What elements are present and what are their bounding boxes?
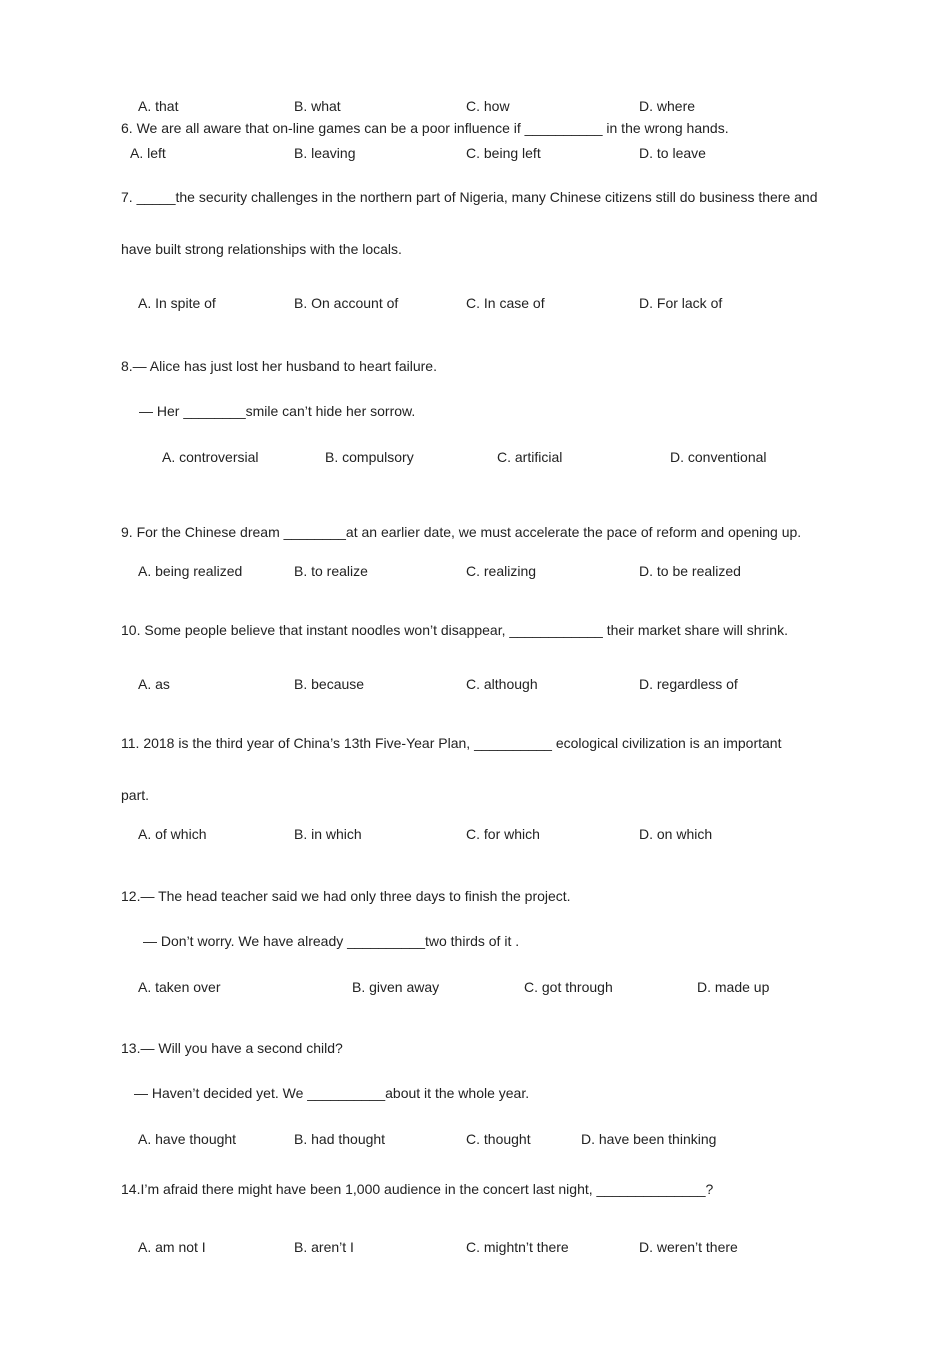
q13-option-d: D. have been thinking [581,1131,717,1147]
q11-option-c: C. for which [466,826,540,842]
q14-stem: 14.I’m afraid there might have been 1,000 audience in the concert last night, ______________? [121,1181,714,1197]
q6-option-a: A. left [130,145,166,161]
q6-option-b: B. leaving [294,145,356,161]
q8-option-c: C. artificial [497,449,563,465]
q7-stem-line2: have built strong relationships with the locals. [121,241,402,257]
q7-option-c: C. In case of [466,295,545,311]
q13-line2: — Haven’t decided yet. We __________about it the whole year. [134,1085,530,1101]
q10-option-a: A. as [138,676,170,692]
q12-option-d: D. made up [697,979,770,995]
q14-option-d: D. weren’t there [639,1239,738,1255]
q8-option-a: A. controversial [162,449,259,465]
q6-option-c: C. being left [466,145,541,161]
q5-option-d: D. where [639,98,696,114]
q9-option-d: D. to be realized [639,563,741,579]
q13-line1: 13.— Will you have a second child? [121,1040,343,1056]
q5-option-a: A. that [138,98,179,114]
q14-option-b: B. aren’t I [294,1239,354,1255]
q14-option-a: A. am not I [138,1239,206,1255]
q6-stem: 6. We are all aware that on-line games can be a poor influence if __________ in the wrong hands. [121,120,729,136]
q5-option-c: C. how [466,98,510,114]
q12-option-a: A. taken over [138,979,221,995]
q10-option-c: C. although [466,676,538,692]
q11-stem-line1: 11. 2018 is the third year of China’s 13th Five-Year Plan, __________ ecological civilization is an important [121,735,782,751]
q7-option-b: B. On account of [294,295,399,311]
q8-option-d: D. conventional [670,449,767,465]
q8-line2: — Her ________smile can’t hide her sorrow. [139,403,416,419]
q13-option-a: A. have thought [138,1131,237,1147]
q11-stem-line2: part. [121,787,150,803]
q10-option-d: D. regardless of [639,676,738,692]
q11-option-b: B. in which [294,826,362,842]
q14-option-c: C. mightn’t there [466,1239,569,1255]
q6-option-d: D. to leave [639,145,706,161]
q12-line1: 12.— The head teacher said we had only three days to finish the project. [121,888,571,904]
q10-stem: 10. Some people believe that instant noodles won’t disappear, ____________ their market share will shrink. [121,622,788,638]
q8-option-b: B. compulsory [325,449,414,465]
q12-option-c: C. got through [524,979,613,995]
q7-stem-line1: 7. _____the security challenges in the northern part of Nigeria, many Chinese citizens still do business there and [121,189,818,205]
q9-option-a: A. being realized [138,563,243,579]
q10-option-b: B. because [294,676,365,692]
q11-option-a: A. of which [138,826,207,842]
q12-line2: — Don’t worry. We have already __________two thirds of it . [143,933,520,949]
q9-stem: 9. For the Chinese dream ________at an earlier date, we must accelerate the pace of reform and opening up. [121,524,802,540]
q7-option-a: A. In spite of [138,295,216,311]
q13-option-b: B. had thought [294,1131,386,1147]
q11-option-d: D. on which [639,826,713,842]
q12-option-b: B. given away [352,979,440,995]
q5-option-b: B. what [294,98,341,114]
q9-option-b: B. to realize [294,563,368,579]
q7-option-d: D. For lack of [639,295,723,311]
q9-option-c: C. realizing [466,563,537,579]
q13-option-c: C. thought [466,1131,531,1147]
q8-line1: 8.— Alice has just lost her husband to heart failure. [121,358,437,374]
